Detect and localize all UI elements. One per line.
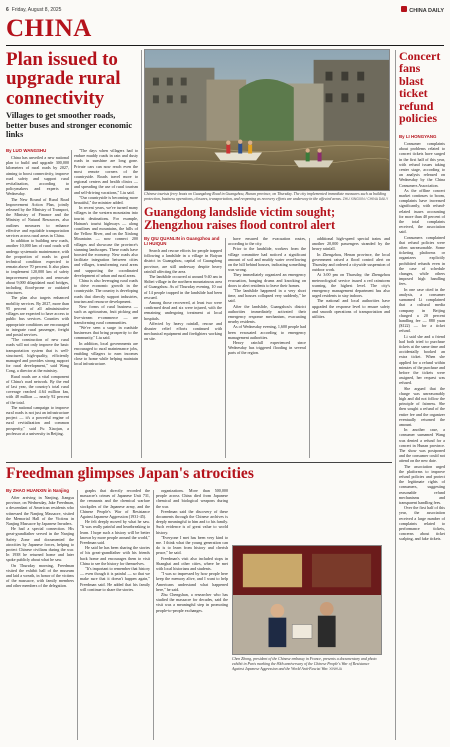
paragraph: Rural roads are a vital component of China's road network. By the end of last year, the country's total rural coverage reached 4.64 million km, with 48 million — nearly 92 percent of the total. bbox=[6, 373, 69, 405]
paragraph: "The landslide happened in a very short time, and houses collapsed very suddenly," he said. bbox=[228, 288, 306, 304]
page-number: 6 bbox=[6, 7, 9, 13]
paragraph: graphs that directly recorded the massacre's crimes of Japanese Unit 731, the remnants and the chemical warfare stockpiles of the Japanese army, and the Chinese People's War of Resistance Against Japanese Aggression (1931-45). bbox=[80, 488, 150, 520]
paragraph: additional high-speed special trains and another 20,000 passengers stranded by the heavy rainfall. bbox=[312, 236, 390, 252]
story-rural-roads-byline: By LUO WANGSHU bbox=[6, 148, 47, 153]
paragraph: In addition, local governments are encouraged to rural maintenance jobs, enabling villagers to earn incomes close to home while helping maintain local infrastructure. bbox=[74, 340, 138, 367]
story-freedman-col3 bbox=[156, 488, 228, 742]
paragraph: "Everyone I met has been very kind to me. I think what the young generation can do is to learn from history and cherish peace," he said. bbox=[156, 534, 228, 556]
story-freedman-header bbox=[6, 466, 392, 482]
story-freedman-headline: Freedman glimpses Japan's atrocities bbox=[6, 465, 254, 482]
paragraph: In Zhengzhou, Henan province, the local government raised a flood control alert on Thursday and ordered a citywide suspension of outdoor work. bbox=[312, 251, 390, 273]
paragraph: At 3:00 pm on Thursday, the Zhengzhou meteorological service issued a red rainstorm warning, the highest level. The city's emergency management department has also urged residents to stay indoors. bbox=[312, 272, 390, 299]
story-rural-roads-deck: Villages to get smoother roads, better buses and stronger economic links bbox=[6, 111, 133, 140]
paragraph: "It's important to remember that history — even though it is painful — so that we make sure that it doesn't happen again," Freedman said. He added that his family will continue to share the stories. bbox=[80, 566, 150, 592]
paragraph: China has unveiled a new national plan to build and upgrade 300,000 kilometers of rural roads by 2027, aiming to boost connectivity, improve road safety and support rural revitalization, according to policymakers and experts on Wednesday. bbox=[6, 155, 69, 197]
story-landslide-header bbox=[144, 206, 390, 232]
paragraph: The association urged the platforms to improve refund policies and protect the legitimate rights of consumers, suggesting reasonable refund mechanisms and transparent handling fees. bbox=[399, 463, 445, 506]
section-title: CHINA bbox=[6, 15, 92, 42]
paragraph: He said he has been sharing the stories of his great-grandfather with his friends back home and encourages them to visit China to see the history for themselves. bbox=[80, 545, 150, 566]
paragraph: Consumers complained that refund policies were often unreasonable. Some ticketing platforms or organizers explicitly prohibited refunds even in the case of schedule changes, while others imposed high handling fees. bbox=[399, 234, 445, 287]
story-freedman-byline: By ZHAO HUANXIN in Nanjing bbox=[6, 488, 69, 493]
paragraph: "Our countryside is becoming more beautiful," the minister added. bbox=[74, 194, 138, 206]
story-landslide-headline: Guangdong landslide victim sought; Zhengzhou raises flood control alert bbox=[144, 205, 336, 232]
paragraph: The plan also targets enhanced mobility services. By 2027, more than 95 percent of all administrative villages are expected to have access to public bus services. Counties with appropriate conditions are encouraged to integrate rural passenger, freight and postal services. bbox=[6, 295, 69, 337]
paragraph: He felt deeply moved by what he saw. "It was really painful and heartbreaking to learn. I hope such a history will be better known by more people around the world," Freedman said. bbox=[80, 519, 150, 546]
paragraph: "The days when villagers had to endure muddy roads in rain and dusty roads in sunshine are long gone. Private cars can now reach even the most remote corners of the countryside. Roads travel more to regional centers and health clinics — and spreading the use of rural tourism and self-driving vacations," Liu said. bbox=[74, 148, 138, 195]
flood-photo bbox=[144, 49, 390, 191]
story-rural-roads-headline: Plan issued to upgrade rural connectivity bbox=[6, 49, 121, 109]
paragraph: The New Round of Rural Road Improvement Action Plan, jointly released by the Ministry of Transport, the Ministry of Finance and the Ministry of Natural Resources, also outlines measures to enhance effective and equitable transportation services across rural areas in China. bbox=[6, 196, 69, 239]
paragraph: In another case, a consumer surnamed Wang was denied a refund for a concert in Hunan province. The show was postponed and the consumer could not attend on the new date. bbox=[399, 427, 445, 464]
story-rural-roads-col2 bbox=[74, 148, 138, 458]
flood-street-image bbox=[145, 50, 389, 190]
paragraph: "We've seen a surge in roadside businesses that bring prosperity to the community," Liu said. bbox=[74, 324, 138, 341]
paragraph: Zhu Chengshan, a researcher who has studied the massacre for decades, said the visit was a meaningful step in promoting people-to-people exchanges. bbox=[156, 592, 228, 613]
paragraph: Freedman's visit also included stops in Shanghai and other cities, where he met with local historians and students. bbox=[156, 555, 228, 572]
photo-caption: Chinese tourists ferry boats on Guangdong Road in Guangzhou, Hunan province, on Thursday. The city implemented immediate measures such as building protection, business operations, closures, transportation, and reopening as recovery efforts are underway in the affected areas. ZHU XINGXIN / CHINA DAILY bbox=[144, 192, 389, 201]
story-rural-roads-header bbox=[6, 50, 138, 140]
paragraph: As of Wednesday evening, 1,600 people had been evacuated according to emergency management authorities. bbox=[228, 324, 306, 340]
exhibition-photo bbox=[232, 545, 382, 655]
story-landslide-col1 bbox=[144, 236, 222, 458]
story-rural-roads-col1 bbox=[6, 148, 69, 458]
story-landslide-col3 bbox=[312, 236, 390, 458]
story-landslide-byline: By QIU QUANLIN in Guangzhou and LI HUIQUN bbox=[144, 236, 220, 246]
paragraph: Among those recovered, at least two were confirmed dead and six were injured, with the remaining undergoing treatment at local hospitals. bbox=[144, 300, 222, 321]
story-landslide-col2 bbox=[228, 236, 306, 458]
section-divider bbox=[6, 462, 392, 463]
paragraph: Affected by heavy rainfall, rescue and disaster relief efforts continued with mechanical equipment and firefighters working on site. bbox=[144, 320, 222, 342]
paragraph: On Thursday morning, Freedman visited the exhibit hall of the museum and laid a wreath, in honor of the victims of the massacre, with family members and other members of the delegation. bbox=[6, 562, 74, 589]
paragraph: Over the first half of this year, the association received a large number of complaints related to performance tickets, concerns about ticket scalping, and fake tickets. bbox=[399, 505, 445, 542]
paragraph: China is also leveraging rural roads to drive economic growth in the countryside. The country is developing roads that directly support industries, tourism and resource development. bbox=[74, 278, 138, 304]
story-concert-header bbox=[399, 50, 445, 124]
story-concert-body bbox=[399, 134, 445, 742]
paragraph: They immediately organized an emergency evacuation, banging drums and knocking on doors to alert residents to leave their homes. bbox=[228, 272, 306, 288]
paragraph: Li said she and a friend had both tried to purchase tickets at the same time and accidentally booked an extra ticket. When she applied for a refund within minutes of the purchase and before the tickets were assigned, her request was refused. bbox=[399, 333, 445, 386]
paragraph: After arriving in Nanjing, Jiangsu province, on Wednesday, Jake Freedman, a descendant of American residents who witnessed the Nanjing Massacre, visited the Memorial Hall of the Victims in Nanjing Massacre by Japanese Invaders. bbox=[6, 495, 74, 527]
exhibition-image bbox=[233, 546, 381, 654]
paragraph: Search and rescue efforts for people trapped following a landslide in a village in Baiyun district in Guangzhou, capital of Guangdong province, are still underway despite heavy rainfall affecting the area. bbox=[144, 248, 222, 274]
column-rule bbox=[71, 150, 72, 458]
paragraph: have ensured the evacuation routes, according to the city. bbox=[228, 236, 306, 247]
paragraph: "I was so impressed by how people here keep the memory alive, and I want to help Americans understand what happened here," he said. bbox=[156, 571, 228, 592]
issue-date: Friday, August 8, 2025 bbox=[11, 7, 62, 13]
story-freedman-col1 bbox=[6, 488, 74, 742]
story-concert-byline: By LI HONGYANG bbox=[399, 134, 437, 139]
paragraph: The landslide occurred at around 9:40 am in Shibei village in the northern mountainous area of Guangzhou. As of Thursday evening, 10 out of 14 people trapped in the landslide had been rescued. bbox=[144, 274, 222, 300]
exhibition-caption: Chen Zhong, president of the Chinese embassy in France, presents a documentary and photo exhibit in Paris marking the 80th anniversary of the Chinese People's War of Resistance Against Japanese Aggression and the World Anti-Fascist War. XINHUA bbox=[232, 657, 377, 671]
paragraph: In one case cited in the analysis, a consumer surnamed Li complained that a cultural media company in Beijing charged a 20 percent handling fee — 880 yuan ($122) — for a ticket refund. bbox=[399, 286, 445, 334]
paragraph: The national campaign to improve rural roads is not just an infrastructure project — it's a powerful engine of rural revitalization and common prosperity," said Fu Xiaojun, a professor at a university in Beijing. bbox=[6, 404, 69, 436]
paragraph: Consumer complaints about problems related to concert tickets have surged in the first half of this year, with refund issues taking center stage, according to an analysis released on Wednesday by the China Consumers Association. bbox=[399, 141, 445, 188]
paragraph: In addition to building new roads, another 10,000 km of rural roads will undergo systematic maintenance, with the proportion of roads in good technical condition expected to remain above 70 percent. It also plans to implement 120,000 km of safety improvement projects and renovate about 9,000 dilapidated rural bridges, including flood-prone or outdated structures. bbox=[6, 238, 69, 296]
paragraph: She argued that the charge was unreasonably high and did not follow the principle of fairness. She then sought a refund of the entire fee and the organizer eventually returned the amount. bbox=[399, 385, 445, 427]
paragraph: Freedman said the discovery of these documents through the Chinese archives is deeply meaningful to him and to his family. Such evidence is of great value to world history. bbox=[156, 508, 228, 535]
paragraph: organizations. More than 500,000 people across China died from Japanese chemical and biological weapons during the war. bbox=[156, 488, 228, 509]
section-rule bbox=[6, 45, 444, 46]
paragraph: Heavy rainfall experienced since Wednesday has triggered flooding in several parts of the region. bbox=[228, 340, 306, 356]
story-freedman-col2 bbox=[80, 488, 150, 742]
paragraph: As the offline concert market continues to boom, complaints have increased significantly, with refund-related issues accounting for more than 40 percent of the total complaints received, the association said. bbox=[399, 187, 445, 235]
story-concert-headline: Concert fans blast ticket refund policies bbox=[399, 49, 441, 126]
paragraph: Prior to the landslide, workers from the village committee had noticed a significant amount of soil and muddy water overflowing on the hill behind houses, indicating something was wrong. bbox=[228, 246, 306, 273]
paragraph: "The construction of new rural roads will not only improve the basic transportation system that is well-structured, high-quality, efficiently managed and provides strong support for rural development," said Wang Cong, a director at the ministry. bbox=[6, 337, 69, 374]
exhibition-credit: XINHUA bbox=[329, 666, 343, 671]
edition-name: CHINA DAILY bbox=[401, 6, 444, 14]
paragraph: After the landslide, Guangzhou's district authorities immediately activated their emergency response mechanism, evacuating nearby residents. bbox=[228, 303, 306, 325]
photo-credit: ZHU XINGXIN / CHINA DAILY bbox=[342, 196, 389, 201]
paragraph: He had a special connection. His great-grandfather served in the Nanjing Safety Zone and documented the atrocities by Japanese forces, helping to protect Chinese civilians during the war. In 1938 he returned home and later spoke publicly about what he saw. bbox=[6, 526, 74, 563]
china-daily-logo-icon bbox=[401, 6, 407, 12]
paragraph: New forms of rural business — such as agritourism, fruit picking and live-stream e-commerce — are transforming rural communities. bbox=[74, 304, 138, 325]
column-rule bbox=[77, 490, 78, 740]
column-rule bbox=[225, 238, 226, 458]
column-rule bbox=[153, 490, 154, 740]
paragraph: In recent years, we've turned many villages in the western mountains into tourist destinations. For example, Hainan's tourist highways — along coastlines and mountains, the hills of the Yellow River, and on the Xinlong Mountains — now connect 200 villages and showcase the province's stunning landscapes. These roads have boosted the economy. New roads also facilitate integration between cities and villages, transforming rural areas and supporting the coordinated development of urban and rural areas. bbox=[74, 205, 138, 278]
column-rule bbox=[309, 238, 310, 458]
paragraph: The national and local authorities have upgraded the response level to ensure safety and smooth operations of transportation and utilities. bbox=[312, 298, 390, 320]
column-rule bbox=[141, 50, 142, 458]
column-rule bbox=[395, 50, 396, 740]
